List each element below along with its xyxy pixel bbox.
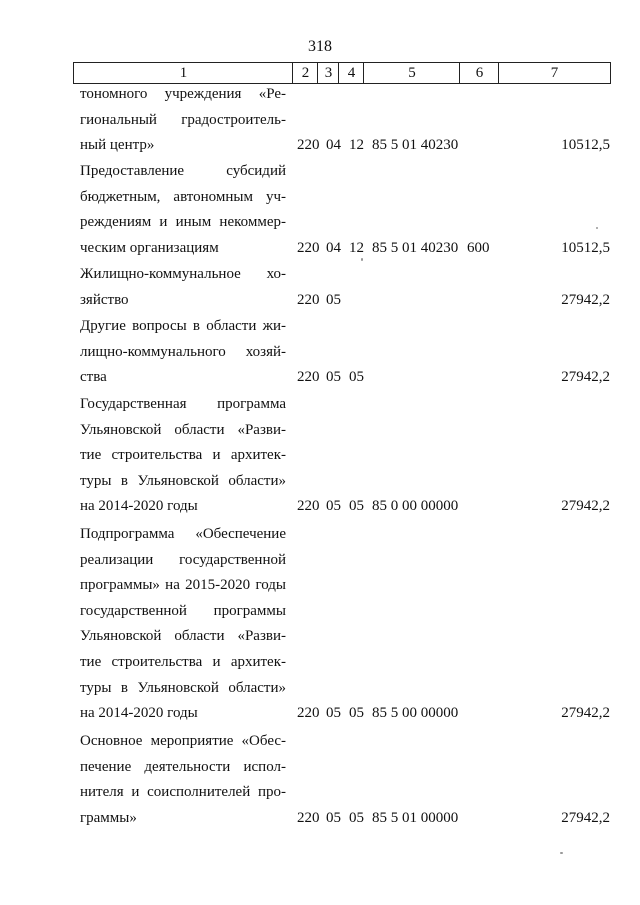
row-name	[80, 392, 286, 520]
row-admin-code: 220	[297, 498, 320, 515]
row-name-line: граммы»	[80, 809, 137, 826]
row-name-line: бюджетным, автономным уч-	[80, 188, 286, 205]
row-name-line: Государственная программа	[80, 396, 286, 412]
row-name-line: Ульяновской области «Разви-	[80, 421, 286, 438]
row-admin-code: 220	[297, 369, 320, 386]
row-name	[80, 262, 286, 313]
row-subsection-code: 05	[349, 809, 364, 826]
row-section-code: 05	[326, 705, 341, 722]
row-article-code: 85 5 00 00000	[372, 705, 459, 722]
row-admin-code: 220	[297, 705, 320, 722]
row-sum: 27942,2	[561, 498, 610, 515]
row-sum: 27942,2	[561, 291, 610, 308]
column-header-6: 6	[459, 62, 499, 84]
row-name-line: тие строительства и архитек-	[80, 653, 286, 670]
row-subsection-code: 05	[349, 498, 364, 515]
row-admin-code: 220	[297, 239, 320, 256]
row-sum: 10512,5	[561, 239, 610, 256]
row-sum: 10512,5	[561, 137, 610, 154]
row-name-line: тие строительства и архитек-	[80, 447, 286, 464]
column-header-7: 7	[498, 62, 611, 84]
row-section-code: 05	[326, 291, 341, 308]
column-header-4: 4	[338, 62, 364, 84]
row-article-code: 85 5 01 40230	[372, 137, 459, 154]
row-name-line: ства	[80, 369, 107, 386]
row-article-code: 85 5 01 40230	[372, 239, 459, 256]
row-name-line: ный центр»	[80, 137, 155, 154]
row-name-line: гиональный градостроитель-	[80, 111, 286, 128]
column-header-1: 1	[73, 62, 293, 84]
row-sum: 27942,2	[561, 705, 610, 722]
row-subsection-code: 12	[349, 137, 364, 154]
row-section-code: 04	[326, 137, 341, 154]
row-name-line: тономного учреждения «Ре-	[80, 86, 286, 102]
row-name-line: Подпрограмма «Обеспечение	[80, 526, 286, 542]
column-header-3: 3	[317, 62, 339, 84]
row-name-line: нителя и соисполнителей про-	[80, 784, 286, 801]
row-name	[80, 82, 286, 159]
scan-speck	[596, 227, 598, 229]
row-admin-code: 220	[297, 137, 320, 154]
row-name-line: реализации государственной	[80, 551, 286, 568]
row-name-line: на 2014-2020 годы	[80, 705, 198, 722]
column-header-row	[73, 62, 610, 84]
row-name-line: государственной программы	[80, 602, 286, 619]
row-section-code: 05	[326, 498, 341, 515]
row-name-line: туры в Ульяновской области»	[80, 679, 286, 696]
row-name	[80, 159, 286, 261]
row-name-line: Жилищно-коммунальное хо-	[80, 266, 286, 282]
row-section-code: 05	[326, 809, 341, 826]
row-name-line: ческим организациям	[80, 239, 219, 256]
row-name-line: Предоставление субсидий	[80, 163, 286, 179]
row-type-code: 600	[467, 239, 490, 256]
row-admin-code: 220	[297, 291, 320, 308]
row-article-code: 85 0 00 00000	[372, 498, 459, 515]
row-subsection-code: 12	[349, 239, 364, 256]
row-subsection-code: 05	[349, 369, 364, 386]
column-header-2: 2	[292, 62, 318, 84]
row-article-code: 85 5 01 00000	[372, 809, 459, 826]
page-number: 318	[308, 38, 332, 55]
row-name-line: туры в Ульяновской области»	[80, 472, 286, 489]
row-name-line: на 2014-2020 годы	[80, 498, 198, 515]
row-name	[80, 522, 286, 727]
row-sum: 27942,2	[561, 369, 610, 386]
row-name-line: Другие вопросы в области жи-	[80, 318, 286, 334]
row-admin-code: 220	[297, 809, 320, 826]
row-name-line: Основное мероприятие «Обес-	[80, 733, 286, 749]
column-header-5: 5	[363, 62, 460, 84]
row-section-code: 05	[326, 369, 341, 386]
row-name-line: лищно-коммунального хозяй-	[80, 343, 286, 360]
row-name-line: программы» на 2015-2020 годы	[80, 577, 286, 594]
row-name-line: печение деятельности испол-	[80, 758, 286, 775]
scan-speck	[361, 258, 363, 261]
row-name	[80, 314, 286, 391]
row-name-line: зяйство	[80, 291, 129, 308]
scan-speck	[560, 852, 563, 854]
row-name-line: реждениям и иным некоммер-	[80, 214, 286, 231]
row-name-line: Ульяновской области «Разви-	[80, 628, 286, 645]
row-name	[80, 729, 286, 831]
row-sum: 27942,2	[561, 809, 610, 826]
row-section-code: 04	[326, 239, 341, 256]
row-subsection-code: 05	[349, 705, 364, 722]
